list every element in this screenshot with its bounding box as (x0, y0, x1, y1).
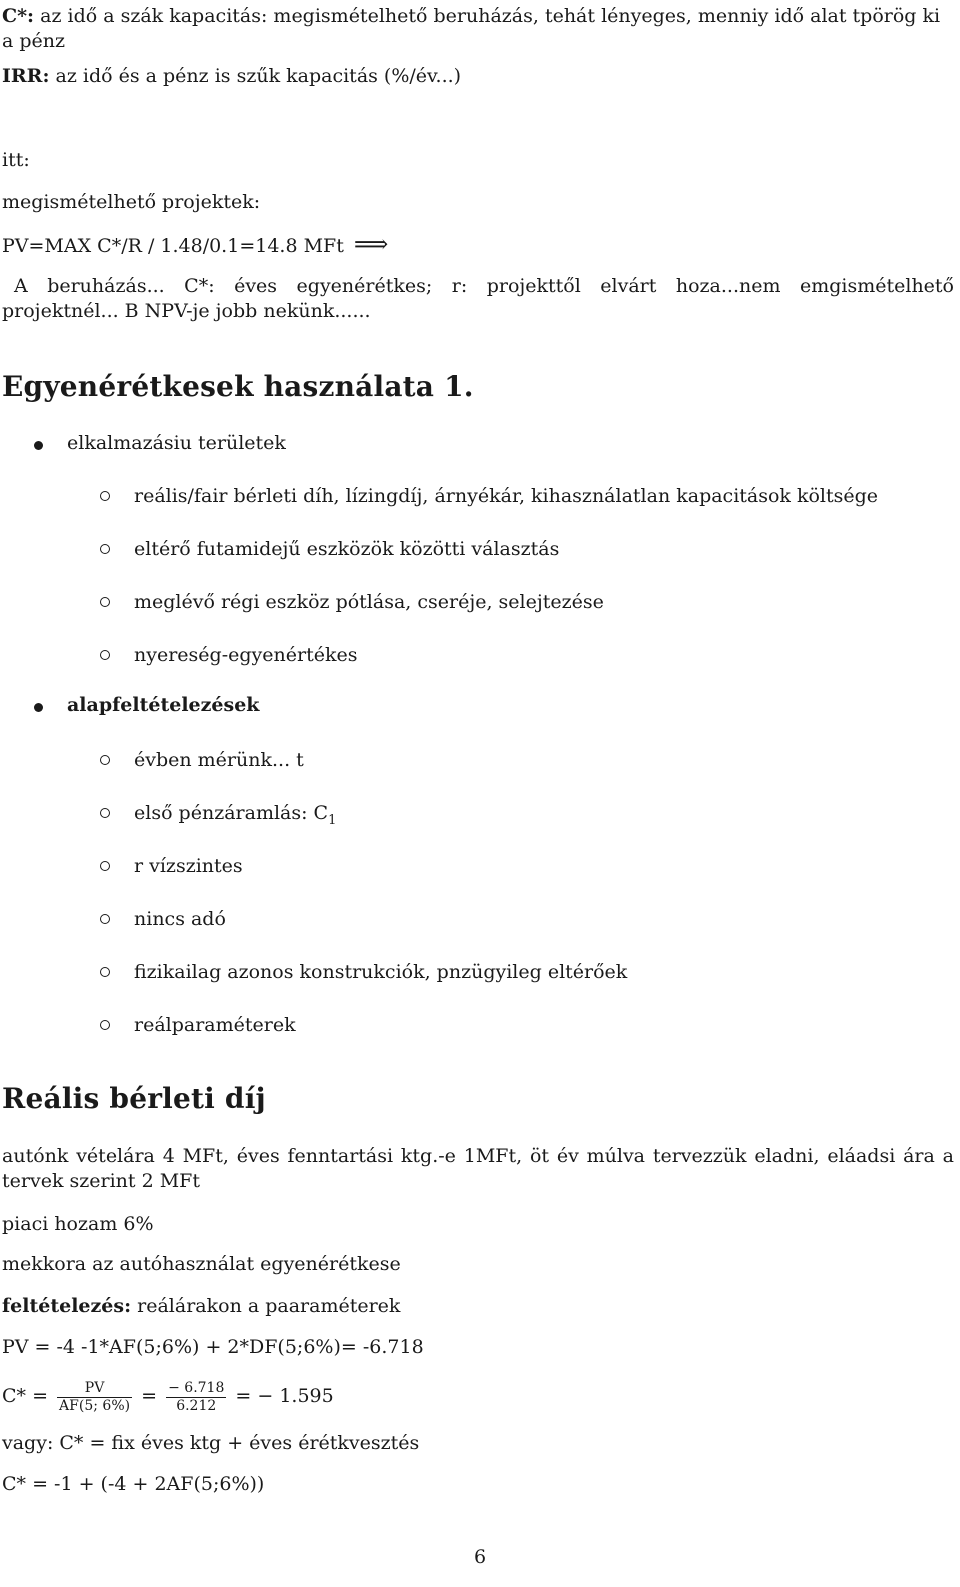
sublist-item: évben mérünk... t (134, 749, 304, 771)
pv-max-line (2, 232, 954, 259)
megismetelheto-line: megismételhető projektek: (2, 191, 261, 213)
sublist-item: reális/fair bérleti díh, lízingdíj, árnyékár, kihasználatlan kapacitások költsége (134, 485, 879, 507)
implies-arrow: ⟹ (353, 230, 389, 258)
sublist-item: meglévő régi eszköz pótlása, cseréje, selejtezése (134, 591, 604, 613)
formula-equals: = (141, 1385, 158, 1407)
feltetelezes-line (2, 1294, 954, 1319)
fraction-denominator: 6.212 (176, 1397, 217, 1414)
circle-bullet-icon (100, 808, 110, 818)
sublist-item: nyereség-egyenértékes (134, 644, 358, 666)
circle-bullet-icon (100, 967, 110, 977)
pv-max-formula: PV=MAX C*/R / 1.48/0.1=14.8 MFt (2, 235, 344, 257)
fraction-numerator: PV (57, 1380, 132, 1398)
sublist-item: nincs adó (134, 908, 226, 930)
fraction-numerator: − 6.718 (168, 1379, 225, 1396)
irr-paragraph (2, 64, 954, 89)
pv-line: PV = -4 -1*AF(5;6%) + 2*DF(5;6%)= -6.718 (2, 1336, 424, 1358)
sublist-item-c1 (134, 802, 336, 828)
itt-line: itt: (2, 149, 30, 171)
sublist-item: r vízszintes (134, 855, 243, 877)
cstar-paragraph (2, 4, 954, 54)
irr-label: IRR: (2, 65, 50, 87)
bullet-icon (34, 703, 43, 712)
irr-text: az idő és a pénz is szűk kapacitás (%/év...) (49, 65, 462, 87)
auto-paragraph: autónk vételára 4 MFt, éves fenntartási ktg.-e 1MFt, öt év múlva tervezzük eladni, eláadsi ára a tervek szerint 2 MFt (2, 1145, 954, 1192)
fraction-pv-af (57, 1380, 132, 1415)
feltetelezes-label: feltételezés: (2, 1295, 132, 1317)
list-item-alkalmazasi: elkalmazásiu területek (67, 432, 286, 454)
list-item-alapfeltetelezesek: alapfeltételezések (67, 694, 260, 716)
c1-text: első pénzáramlás: C (134, 802, 329, 824)
formula-result: = − 1.595 (235, 1385, 334, 1407)
c1-subscript: 1 (328, 812, 337, 828)
circle-bullet-icon (100, 544, 110, 554)
sublist-item: reálparaméterek (134, 1014, 296, 1036)
piaci-hozam-line: piaci hozam 6% (2, 1213, 154, 1235)
cstar-line: C* = -1 + (-4 + 2AF(5;6%)) (2, 1473, 265, 1495)
vagy-line: vagy: C* = fix éves ktg + éves érétkvesztés (2, 1432, 420, 1454)
fraction-values (166, 1380, 226, 1415)
cstar-formula (2, 1376, 954, 1416)
section-title-realis-berleti-dij: Reális bérleti díj (2, 1082, 266, 1115)
sublist-item: fizikailag azonos konstrukciók, pnzügyileg eltérőek (134, 961, 628, 983)
kerdes-line: mekkora az autóhasználat egyenérétkese (2, 1253, 401, 1275)
circle-bullet-icon (100, 597, 110, 607)
beruhazas-paragraph: A beruházás... C*: éves egyenérétkes; r: projekttől elvárt hoza...nem emgismételhető projektnél... B NPV-je jobb nekünk...... (2, 275, 954, 322)
circle-bullet-icon (100, 755, 110, 765)
bullet-icon (34, 441, 43, 450)
circle-bullet-icon (100, 650, 110, 660)
cstar-label: C*: (2, 5, 35, 27)
sublist-item: eltérő futamidejű eszközök közötti választás (134, 538, 560, 560)
cstar-text: az idő a szák kapacitás: megismételhető beruházás, tehát lényeges, menniy idő alat tpörög ki a pénz (2, 5, 941, 52)
fraction-denominator: AF(5; 6%) (59, 1397, 131, 1414)
feltetelezes-text: reálárakon a paaraméterek (131, 1295, 401, 1317)
circle-bullet-icon (100, 491, 110, 501)
circle-bullet-icon (100, 914, 110, 924)
formula-lhs: C* = (2, 1385, 48, 1407)
circle-bullet-icon (100, 1020, 110, 1030)
section-title-egyenertekesek: Egyenérétkesek használata 1. (2, 370, 474, 403)
page-number: 6 (473, 1546, 487, 1568)
circle-bullet-icon (100, 861, 110, 871)
